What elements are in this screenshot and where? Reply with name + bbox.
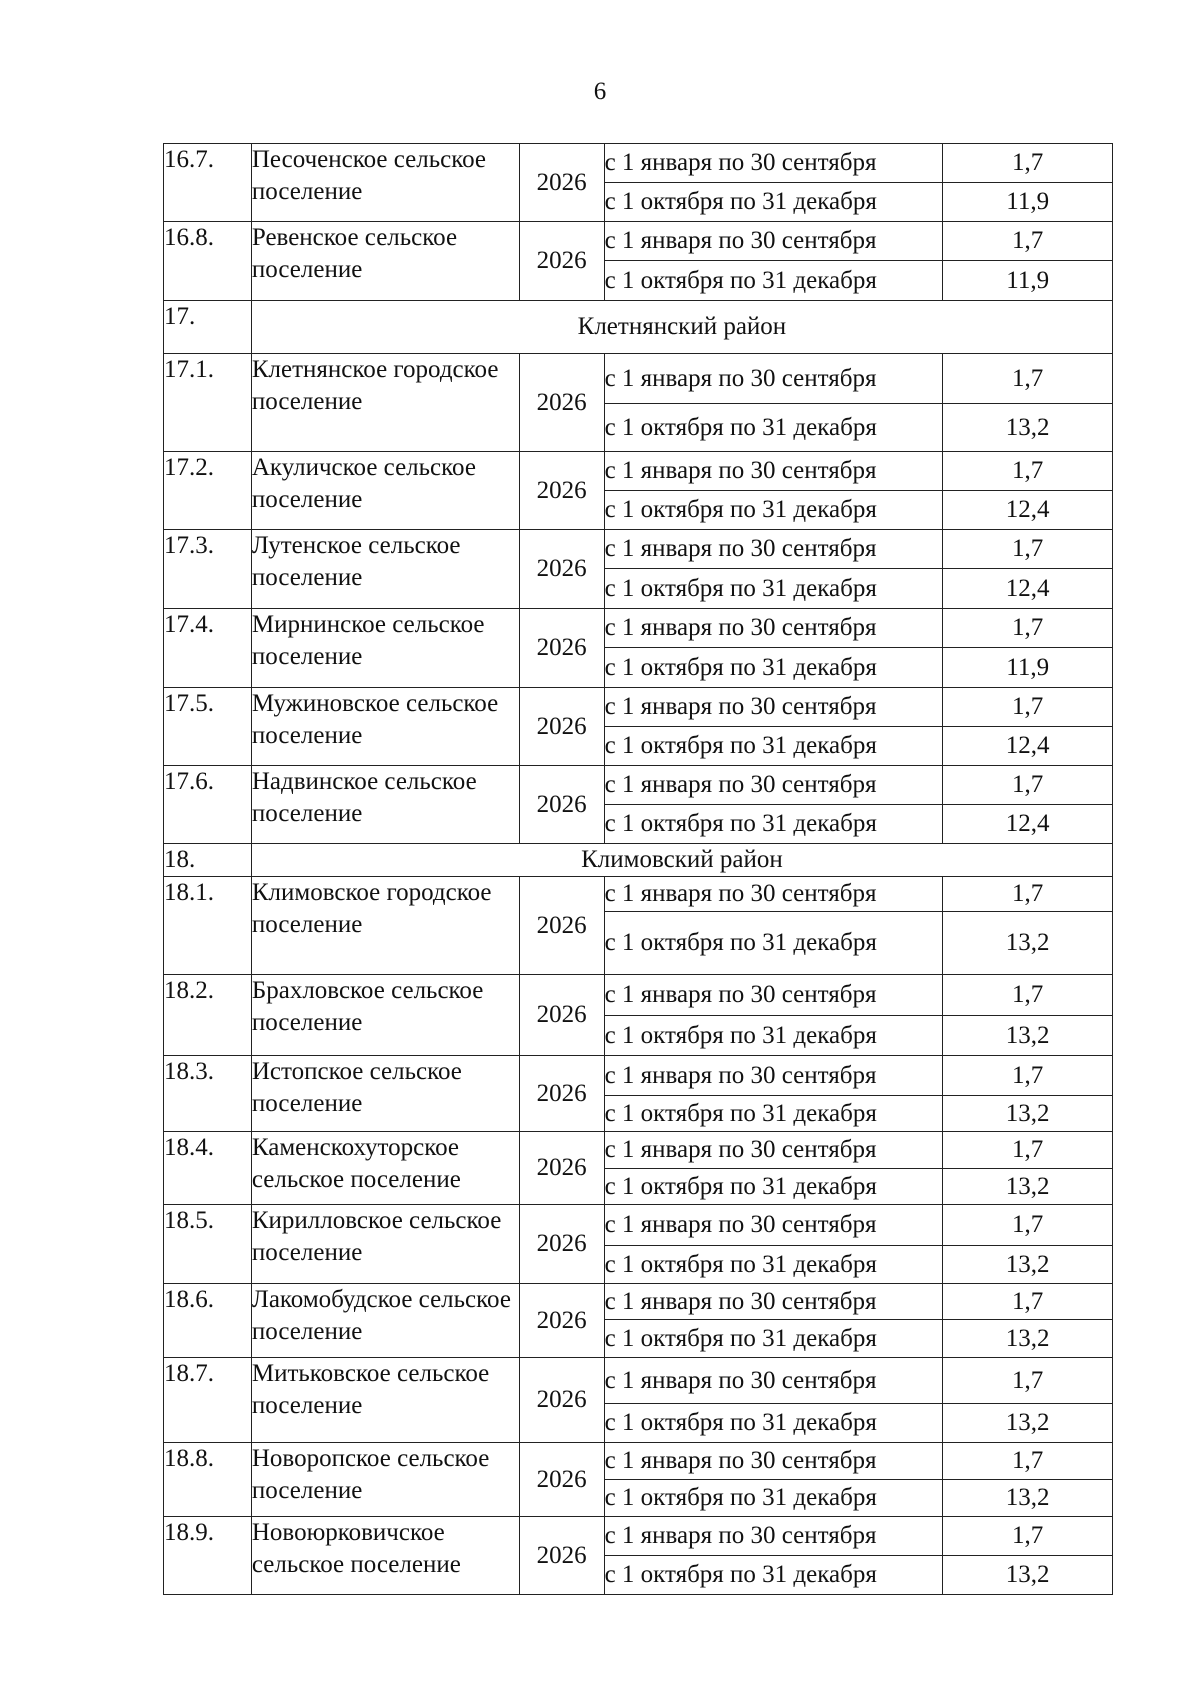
value-cell: 1,7 bbox=[943, 766, 1113, 805]
year-cell: 2026 bbox=[519, 354, 604, 452]
period-cell: с 1 января по 30 сентября bbox=[604, 452, 943, 491]
settlement-name: Ревенское сельское поселение bbox=[251, 222, 519, 301]
period-cell: с 1 января по 30 сентября bbox=[604, 975, 943, 1016]
row-number: 18.2. bbox=[164, 975, 252, 1056]
period-cell: с 1 января по 30 сентября bbox=[604, 1358, 943, 1404]
period-cell: с 1 января по 30 сентября bbox=[604, 1205, 943, 1246]
table-row bbox=[164, 1443, 1113, 1480]
value-cell: 1,7 bbox=[943, 1056, 1113, 1096]
period-cell: с 1 января по 30 сентября bbox=[604, 1056, 943, 1096]
year-cell: 2026 bbox=[519, 1443, 604, 1517]
value-cell: 13,2 bbox=[943, 404, 1113, 452]
period-cell: с 1 октября по 31 декабря bbox=[604, 912, 943, 975]
value-cell: 1,7 bbox=[943, 1517, 1113, 1556]
year-cell: 2026 bbox=[519, 1132, 604, 1205]
value-cell: 13,2 bbox=[943, 1320, 1113, 1358]
row-number: 17.6. bbox=[164, 766, 252, 844]
settlement-name: Истопское сельское поселение bbox=[251, 1056, 519, 1132]
row-number: 16.7. bbox=[164, 144, 252, 222]
period-cell: с 1 января по 30 сентября bbox=[604, 222, 943, 261]
table-row bbox=[164, 530, 1113, 569]
year-cell: 2026 bbox=[519, 452, 604, 530]
value-cell: 12,4 bbox=[943, 727, 1113, 766]
district-name: Климовский район bbox=[251, 844, 1112, 877]
period-cell: с 1 января по 30 сентября bbox=[604, 1443, 943, 1480]
period-cell: с 1 октября по 31 декабря bbox=[604, 1404, 943, 1443]
period-cell: с 1 октября по 31 декабря bbox=[604, 1480, 943, 1517]
value-cell: 13,2 bbox=[943, 1404, 1113, 1443]
row-number: 16.8. bbox=[164, 222, 252, 301]
tariff-table bbox=[163, 143, 1113, 1595]
value-cell: 13,2 bbox=[943, 1016, 1113, 1056]
period-cell: с 1 января по 30 сентября bbox=[604, 1132, 943, 1169]
value-cell: 11,9 bbox=[943, 183, 1113, 222]
year-cell: 2026 bbox=[519, 1056, 604, 1132]
value-cell: 1,7 bbox=[943, 1443, 1113, 1480]
period-cell: с 1 октября по 31 декабря bbox=[604, 805, 943, 844]
row-number: 17.1. bbox=[164, 354, 252, 452]
value-cell: 1,7 bbox=[943, 1205, 1113, 1246]
period-cell: с 1 октября по 31 декабря bbox=[604, 261, 943, 301]
row-number: 17.3. bbox=[164, 530, 252, 609]
value-cell: 1,7 bbox=[943, 144, 1113, 183]
settlement-name: Кирилловское сельское поселение bbox=[251, 1205, 519, 1284]
year-cell: 2026 bbox=[519, 609, 604, 688]
table-body bbox=[164, 144, 1113, 1595]
period-cell: с 1 января по 30 сентября bbox=[604, 877, 943, 912]
value-cell: 1,7 bbox=[943, 452, 1113, 491]
period-cell: с 1 октября по 31 декабря bbox=[604, 1096, 943, 1132]
settlement-name: Надвинское сельское поселение bbox=[251, 766, 519, 844]
value-cell: 13,2 bbox=[943, 912, 1113, 975]
settlement-name: Лакомобудское сельское поселение bbox=[251, 1284, 519, 1358]
settlement-name: Митьковское сельское поселение bbox=[251, 1358, 519, 1443]
table-row bbox=[164, 609, 1113, 648]
value-cell: 1,7 bbox=[943, 1284, 1113, 1320]
value-cell: 13,2 bbox=[943, 1480, 1113, 1517]
district-row bbox=[164, 301, 1113, 354]
period-cell: с 1 января по 30 сентября bbox=[604, 609, 943, 648]
period-cell: с 1 октября по 31 декабря bbox=[604, 1246, 943, 1284]
year-cell: 2026 bbox=[519, 1358, 604, 1443]
value-cell: 1,7 bbox=[943, 877, 1113, 912]
year-cell: 2026 bbox=[519, 1205, 604, 1284]
table-row bbox=[164, 1132, 1113, 1169]
settlement-name: Мужиновское сельское поселение bbox=[251, 688, 519, 766]
table-row bbox=[164, 1284, 1113, 1320]
period-cell: с 1 октября по 31 декабря bbox=[604, 404, 943, 452]
row-number: 18.3. bbox=[164, 1056, 252, 1132]
row-number: 17.5. bbox=[164, 688, 252, 766]
year-cell: 2026 bbox=[519, 144, 604, 222]
row-number: 18.5. bbox=[164, 1205, 252, 1284]
row-number: 18.8. bbox=[164, 1443, 252, 1517]
table-row bbox=[164, 975, 1113, 1016]
period-cell: с 1 января по 30 сентября bbox=[604, 354, 943, 404]
settlement-name: Лутенское сельское поселение bbox=[251, 530, 519, 609]
period-cell: с 1 октября по 31 декабря bbox=[604, 183, 943, 222]
year-cell: 2026 bbox=[519, 688, 604, 766]
row-number: 18.9. bbox=[164, 1517, 252, 1595]
settlement-name: Клетнянское городское поселение bbox=[251, 354, 519, 452]
period-cell: с 1 января по 30 сентября bbox=[604, 688, 943, 727]
value-cell: 13,2 bbox=[943, 1169, 1113, 1205]
table-row bbox=[164, 877, 1113, 912]
table-row bbox=[164, 144, 1113, 183]
row-number: 18.4. bbox=[164, 1132, 252, 1205]
district-number: 17. bbox=[164, 301, 252, 354]
district-number: 18. bbox=[164, 844, 252, 877]
row-number: 17.4. bbox=[164, 609, 252, 688]
settlement-name: Песоченское сельское поселение bbox=[251, 144, 519, 222]
settlement-name: Новоюрковичское сельское поселение bbox=[251, 1517, 519, 1595]
period-cell: с 1 октября по 31 декабря bbox=[604, 1169, 943, 1205]
period-cell: с 1 октября по 31 декабря bbox=[604, 569, 943, 609]
period-cell: с 1 октября по 31 декабря bbox=[604, 1320, 943, 1358]
settlement-name: Климовское городское поселение bbox=[251, 877, 519, 975]
period-cell: с 1 октября по 31 декабря bbox=[604, 727, 943, 766]
year-cell: 2026 bbox=[519, 975, 604, 1056]
value-cell: 1,7 bbox=[943, 530, 1113, 569]
year-cell: 2026 bbox=[519, 1284, 604, 1358]
row-number: 18.6. bbox=[164, 1284, 252, 1358]
period-cell: с 1 октября по 31 декабря bbox=[604, 1556, 943, 1595]
year-cell: 2026 bbox=[519, 222, 604, 301]
row-number: 18.1. bbox=[164, 877, 252, 975]
table-row bbox=[164, 1205, 1113, 1246]
value-cell: 12,4 bbox=[943, 805, 1113, 844]
value-cell: 1,7 bbox=[943, 609, 1113, 648]
value-cell: 1,7 bbox=[943, 222, 1113, 261]
settlement-name: Акуличское сельское поселение bbox=[251, 452, 519, 530]
row-number: 18.7. bbox=[164, 1358, 252, 1443]
period-cell: с 1 января по 30 сентября bbox=[604, 1284, 943, 1320]
table-row bbox=[164, 1517, 1113, 1556]
value-cell: 13,2 bbox=[943, 1246, 1113, 1284]
value-cell: 12,4 bbox=[943, 569, 1113, 609]
value-cell: 1,7 bbox=[943, 1358, 1113, 1404]
period-cell: с 1 января по 30 сентября bbox=[604, 144, 943, 183]
value-cell: 1,7 bbox=[943, 354, 1113, 404]
period-cell: с 1 января по 30 сентября bbox=[604, 766, 943, 805]
year-cell: 2026 bbox=[519, 877, 604, 975]
value-cell: 11,9 bbox=[943, 261, 1113, 301]
period-cell: с 1 января по 30 сентября bbox=[604, 1517, 943, 1556]
period-cell: с 1 октября по 31 декабря bbox=[604, 1016, 943, 1056]
year-cell: 2026 bbox=[519, 766, 604, 844]
settlement-name: Новоропское сельское поселение bbox=[251, 1443, 519, 1517]
year-cell: 2026 bbox=[519, 1517, 604, 1595]
row-number: 17.2. bbox=[164, 452, 252, 530]
period-cell: с 1 октября по 31 декабря bbox=[604, 648, 943, 688]
value-cell: 1,7 bbox=[943, 975, 1113, 1016]
table-row bbox=[164, 688, 1113, 727]
period-cell: с 1 октября по 31 декабря bbox=[604, 491, 943, 530]
settlement-name: Каменскохуторское сельское поселение bbox=[251, 1132, 519, 1205]
value-cell: 13,2 bbox=[943, 1096, 1113, 1132]
settlement-name: Мирнинское сельское поселение bbox=[251, 609, 519, 688]
value-cell: 11,9 bbox=[943, 648, 1113, 688]
year-cell: 2026 bbox=[519, 530, 604, 609]
table-row bbox=[164, 354, 1113, 404]
table-row bbox=[164, 1358, 1113, 1404]
value-cell: 13,2 bbox=[943, 1556, 1113, 1595]
table-row bbox=[164, 766, 1113, 805]
table-row bbox=[164, 222, 1113, 261]
page-number: 6 bbox=[593, 78, 607, 105]
table-row bbox=[164, 1056, 1113, 1096]
value-cell: 1,7 bbox=[943, 1132, 1113, 1169]
table-row bbox=[164, 452, 1113, 491]
period-cell: с 1 января по 30 сентября bbox=[604, 530, 943, 569]
district-row bbox=[164, 844, 1113, 877]
value-cell: 1,7 bbox=[943, 688, 1113, 727]
value-cell: 12,4 bbox=[943, 491, 1113, 530]
settlement-name: Брахловское сельское поселение bbox=[251, 975, 519, 1056]
district-name: Клетнянский район bbox=[251, 301, 1112, 354]
